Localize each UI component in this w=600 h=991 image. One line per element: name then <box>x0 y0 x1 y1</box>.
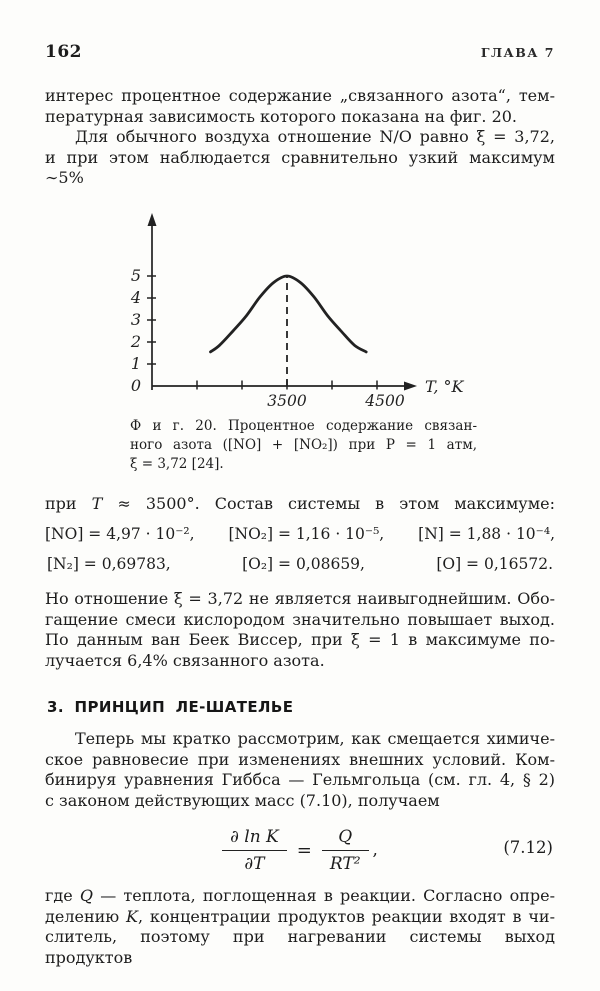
x-tick-label: 4500 <box>365 391 405 410</box>
concentration-row <box>45 524 555 544</box>
figure-20-chart <box>95 199 485 411</box>
text-line: лучается 6,4% связанного азота. <box>45 650 325 670</box>
concentration-value: [NO] = 4,97 · 10⁻², <box>45 525 195 543</box>
y-tick-label: 1 <box>130 353 141 373</box>
text-line: Теперь мы кратко рассмотрим, как смещается химиче- <box>75 729 555 748</box>
x-axis-label: T, °K <box>425 376 464 396</box>
discussion-paragraph <box>45 589 555 671</box>
outro-paragraph <box>45 886 555 968</box>
lechatelier-paragraph <box>45 729 555 811</box>
text-line: слитель, поэтому при нагревании системы выход продуктов <box>45 927 555 967</box>
math-variable: T <box>91 493 103 513</box>
text-line: бинируя уравнения Гиббса — Гельмгольца (см. гл. 4, § 2) <box>45 770 555 789</box>
text-segment: при <box>45 493 92 513</box>
intro-paragraph <box>45 86 555 189</box>
numerator: ∂ ln K <box>222 827 287 851</box>
text-segment: — теплота, поглощенная в реакции. Согласно опре- <box>93 886 556 905</box>
numerator: Q <box>322 827 369 851</box>
text-line: гащение смеси кислородом значительно повышает выход. <box>45 609 555 629</box>
text-line: пературная зависимость которого показана на фиг. 20. <box>45 106 518 126</box>
equation-comma: , <box>372 840 378 860</box>
y-tick-label: 0 <box>130 375 141 395</box>
concentration-value: [N₂] = 0,69783, <box>47 555 171 573</box>
denominator: RT² <box>329 853 361 874</box>
chapter-header: ГЛАВА 7 <box>480 45 555 60</box>
y-tick-label: 5 <box>130 265 141 285</box>
x-tick-label: 3500 <box>267 391 307 410</box>
concentration-row <box>45 554 555 574</box>
text-line: Но отношение ξ = 3,72 не является наивыгоднейшим. Обо- <box>45 589 555 608</box>
equation-body <box>222 827 378 874</box>
caption-line: ного азота ([NO] + [NO₂]) при P = 1 атм, <box>130 436 477 453</box>
equation-number: (7.12) <box>503 838 553 857</box>
y-axis-arrow <box>148 213 157 226</box>
text-line: Для обычного воздуха отношение N/O равно ξ = 3,72, <box>75 127 555 146</box>
page-number: 162 <box>45 42 82 62</box>
composition-intro-line <box>45 494 555 515</box>
equals-sign: = <box>296 839 312 861</box>
text-segment: , концентрации продуктов реакции входят в чи- <box>137 906 555 926</box>
figure-20 <box>95 199 555 415</box>
text-segment: делению <box>45 906 126 926</box>
caption-line: ξ = 3,72 [24]. <box>130 455 224 472</box>
fraction-left <box>222 827 287 874</box>
text-line: ское равновесие при изменениях внешних условий. Ком- <box>45 749 555 769</box>
text-line: с законом действующих масс (7.10), получаем <box>45 790 440 810</box>
figure-20-caption <box>130 417 477 474</box>
text-line: По данным ван Беек Виссер, при ξ = 1 в максимуме по- <box>45 630 555 649</box>
text-segment: где <box>45 886 80 905</box>
concentration-value: [O₂] = 0,08659, <box>242 555 365 573</box>
text-line <box>45 886 555 907</box>
composition-block <box>45 494 555 575</box>
y-tick-label: 3 <box>130 309 141 329</box>
fraction-right <box>322 827 369 874</box>
curve <box>211 276 367 352</box>
concentration-value: [O] = 0,16572. <box>436 555 553 573</box>
text-line <box>45 907 555 928</box>
equation-7-12 <box>45 824 555 876</box>
caption-line: Ф и г. 20. Процентное содержание связан- <box>130 417 477 434</box>
text-segment: ≈ 3500°. Состав системы в этом максимуме: <box>102 493 555 513</box>
running-head <box>45 42 555 62</box>
concentration-value: [N] = 1,88 · 10⁻⁴, <box>418 525 555 543</box>
text-line: и при этом наблюдается сравнительно узкий максимум ∼5% <box>45 147 555 187</box>
math-variable: K <box>126 906 138 926</box>
section-heading: 3. ПРИНЦИП ЛЕ-ШАТЕЛЬЕ <box>47 698 294 716</box>
y-tick-label: 2 <box>130 331 141 351</box>
y-tick-label: 4 <box>130 287 141 307</box>
denominator: ∂T <box>244 853 265 874</box>
concentration-value: [NO₂] = 1,16 · 10⁻⁵, <box>228 525 385 543</box>
x-axis-arrow <box>404 381 417 390</box>
text-line: интерес процентное содержание „связанного азота“, тем- <box>45 86 555 105</box>
math-variable: Q <box>79 886 94 905</box>
